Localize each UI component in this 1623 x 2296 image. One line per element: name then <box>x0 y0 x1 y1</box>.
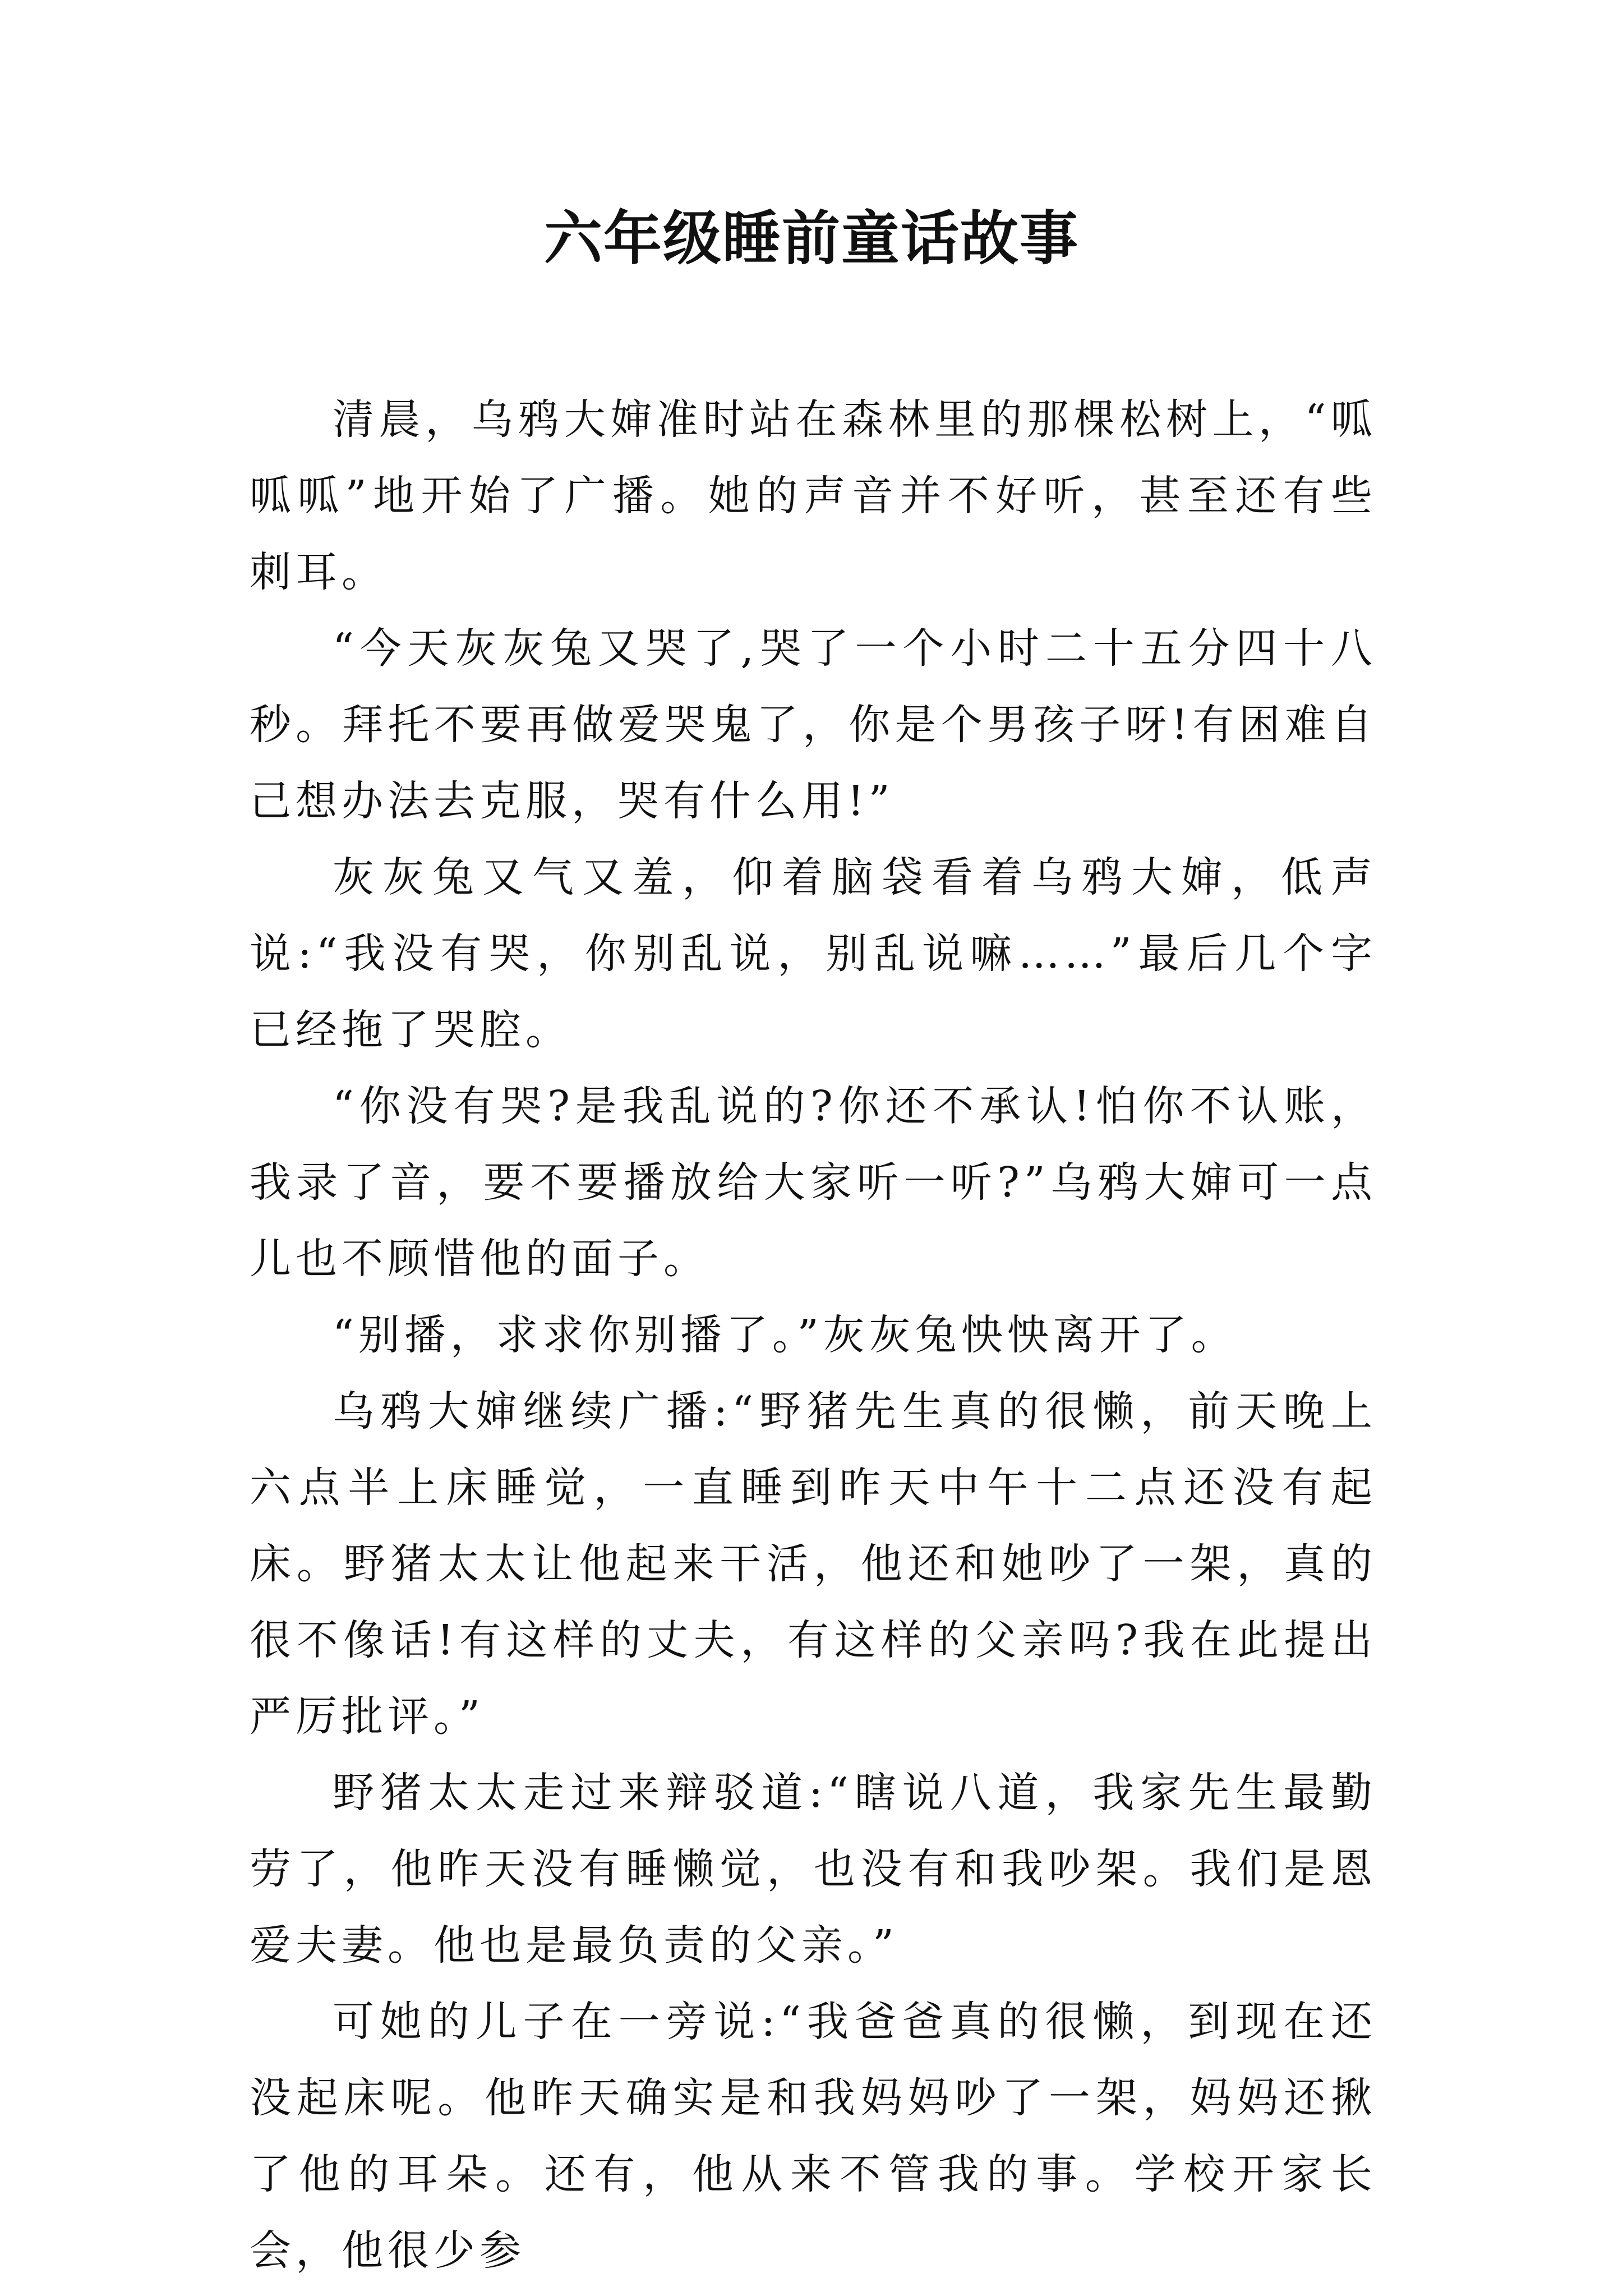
paragraph-7: 野猪太太走过来辩驳道:“瞎说八道，我家先生最勤劳了，他昨天没有睡懒觉，也没有和我吵架。我们是恩爱夫妻。他也是最负责的父亲。” <box>250 1769 1377 1970</box>
paragraph-2: “今天灰灰兔又哭了,哭了一个小时二十五分四十八秒。拜托不要再做爱哭鬼了，你是个男孩子呀!有困难自己想办法去克服，哭有什么用!” <box>250 624 1377 825</box>
document-body <box>250 381 1377 2289</box>
paragraph-4: “你没有哭?是我乱说的?你还不承认!怕你不认账，我录了音，要不要播放给大家听一听?”乌鸦大婶可一点儿也不顾惜他的面子。 <box>250 1082 1377 1283</box>
paragraph-1: 清晨，乌鸦大婶准时站在森林里的那棵松树上，“呱呱呱”地开始了广播。她的声音并不好听，甚至还有些刺耳。 <box>250 395 1377 596</box>
paragraph-5: “别播，求求你别播了。”灰灰兔怏怏离开了。 <box>333 1311 1237 1359</box>
paragraph-6: 乌鸦大婶继续广播:“野猪先生真的很懒，前天晚上六点半上床睡觉，一直睡到昨天中午十二点还没有起床。野猪太太让他起来干活，他还和她吵了一架，真的很不像话!有这样的丈夫，有这样的父亲吗?我在此提出严厉批评。” <box>250 1387 1377 1741</box>
paragraph-3: 灰灰兔又气又羞，仰着脑袋看着乌鸦大婶，低声说:“我没有哭，你别乱说，别乱说嘛……”最后几个字已经拖了哭腔。 <box>250 853 1377 1054</box>
document-title: 六年级睡前童话故事 <box>543 204 1079 273</box>
paragraph-8: 可她的儿子在一旁说:“我爸爸真的很懒，到现在还没起床呢。他昨天确实是和我妈妈吵了一架，妈妈还揪了他的耳朵。还有，他从来不管我的事。学校开家长会，他很少参 <box>250 1998 1377 2275</box>
